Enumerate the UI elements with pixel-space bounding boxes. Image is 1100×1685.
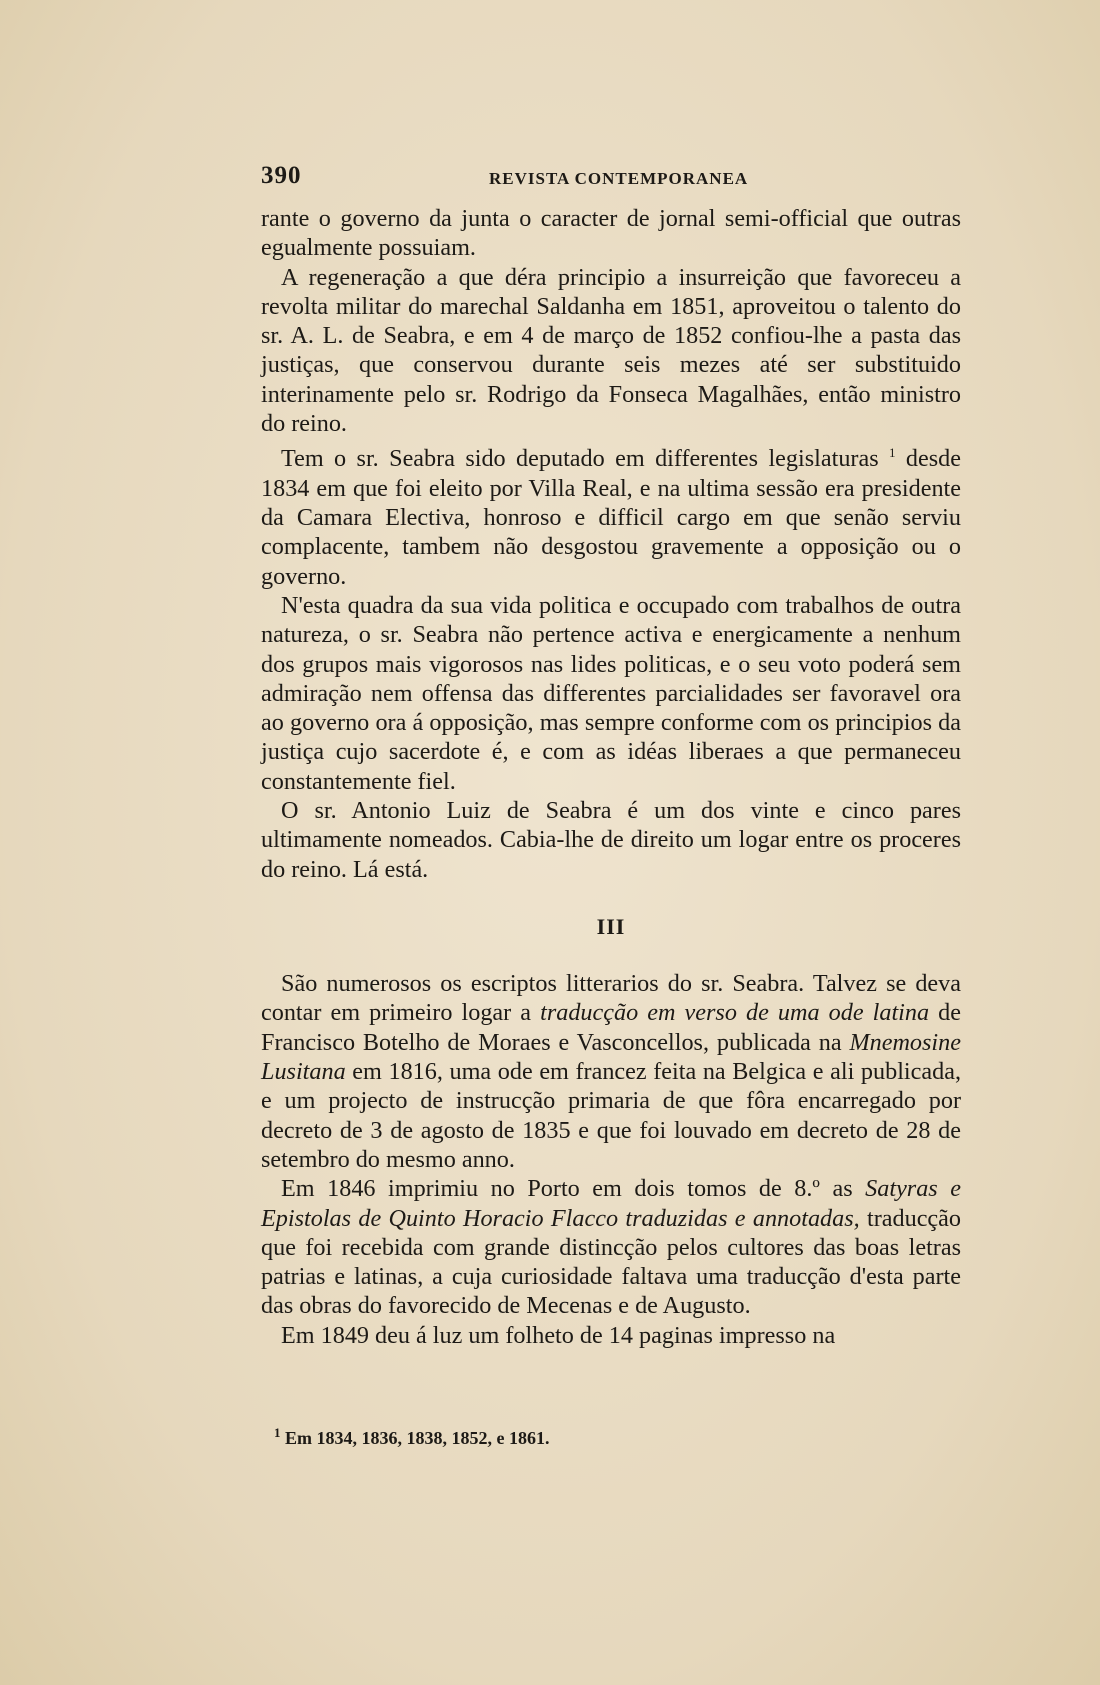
title-italic: traducção em verso de uma ode latina xyxy=(540,999,930,1027)
paragraph xyxy=(261,438,961,591)
paragraph-text: de Francisco Botelho de Moraes e Vasconcellos, publicada na xyxy=(261,999,961,1056)
title-italic: Mnemosine Lusitana xyxy=(261,1028,961,1086)
paragraph-text: desde 1834 em que foi eleito por Villa Real, e na ultima sessão era presidente da Camara Electiva, honroso e difficil cargo em que senão serviu complacente, tambem não desgostou gravemente a opposição ou o governo. xyxy=(261,445,962,590)
body-text xyxy=(261,204,961,1350)
paragraph-text: Tem o sr. Seabra sido deputado em differentes legislaturas xyxy=(281,445,879,473)
paragraph xyxy=(261,1174,961,1320)
paragraph-text: Em 1846 imprimiu no Porto em dois tomos de 8.º as xyxy=(281,1175,866,1203)
paragraph-text: traducção que foi recebida com grande distincção pelos cultores das boas letras patrias e latinas, a cuja curiosidade faltava uma traducção d'esta parte das obras do favorecido de Mecenas e de Augusto. xyxy=(261,1204,961,1320)
footnote xyxy=(274,1425,550,1449)
paragraph-text: em 1816, uma ode em francez feita na Belgica e ali publicada, e um projecto de instrucção primaria de que fôra encarregado por decreto de 3 de agosto de 1835 e que foi louvado em decreto de 28 de setembro do mesmo anno. xyxy=(261,1058,961,1173)
paragraph: O sr. Antonio Luiz de Seabra é um dos vinte e cinco pares ultimamente nomeados. Cabia-lhe de direito um logar entre os proceres do reino. Lá está. xyxy=(261,797,961,883)
paragraph: rante o governo da junta o caracter de jornal semi-official que outras egualmente possuiam. xyxy=(261,205,961,262)
footnote-mark: 1 xyxy=(274,1425,281,1440)
page-header xyxy=(261,162,961,192)
page-number: 390 xyxy=(261,162,302,189)
paragraph-text: São numerosos os escriptos litterarios do sr. Seabra. Talvez se deva contar em primeiro logar a xyxy=(261,970,961,1027)
section-number: III xyxy=(596,913,626,939)
paragraph: Em 1849 deu á luz um folheto de 14 paginas impresso na xyxy=(281,1321,836,1349)
paragraph: A regeneração a que déra principio a insurreição que favoreceu a revolta militar do marechal Saldanha em 1851, aproveitou o talento do sr. A. L. de Seabra, e em 4 de março de 1852 confiou-lhe a pasta das justiças, que conservou durante seis mezes até ser substituido interinamente pelo sr. Rodrigo da Fonseca Magalhães, então ministro do reino. xyxy=(261,263,961,438)
paragraph: N'esta quadra da sua vida politica e occupado com trabalhos de outra natureza, o sr. Seabra não pertence activa e energicamente a nenhum dos grupos mais vigorosos nas lides politicas, e o seu voto poderá sem admiração nem offensa das differentes parcialidades ser favoravel ora ao governo ora á opposição, mas sempre conforme com os principios da justiça cujo sacerdote é, e com as idéas liberaes a que permaneceu constantemente fiel. xyxy=(261,591,961,795)
paragraph xyxy=(261,969,961,1174)
title-italic: Satyras e Epistolas de Quinto Horacio Flacco traduzidas e annotadas, xyxy=(261,1175,961,1232)
running-title: REVISTA CONTEMPORANEA xyxy=(489,169,749,188)
footnote-text: Em 1834, 1836, 1838, 1852, e 1861. xyxy=(280,1428,550,1448)
footnote-reference: 1 xyxy=(889,445,896,461)
